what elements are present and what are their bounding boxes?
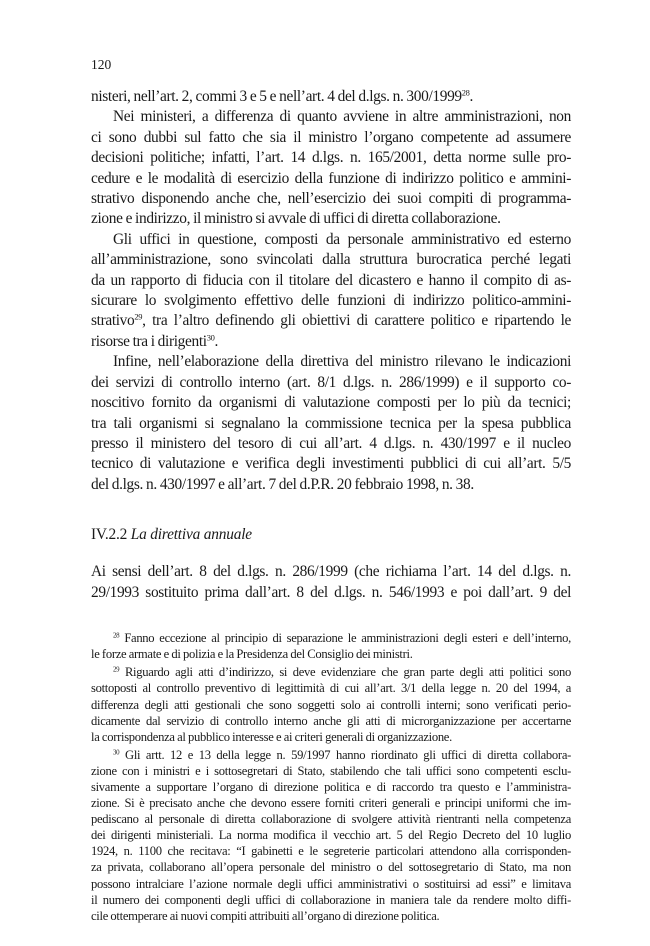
text-line [91,230,571,250]
text-line [91,250,571,270]
text-run: sottoposti al controllo preventivo di legittimità di cui all’art. 3/1 della legge n. 20 del 1994, a [91,681,571,696]
text-line [91,561,571,582]
text-run: zione con i ministri e i sottosegretari di Stato, stabilendo che tali uffici sono competenti esclu- [91,763,571,778]
text-run: noscitivo fornito da organismi di valutazione composti per lo più da tecnici; [91,394,571,412]
text-line [91,189,571,209]
text-run: Gli artt. 12 e 13 della legge n. 59/1997 hanno riordinato gli uffici di diretta collabora- [119,747,571,762]
text-line [91,646,571,662]
text-run: ci sono dubbi sul fatto che sia il ministro l’organo competente ad assumere [91,128,571,146]
text-run: cile ottemperare ai nuovi compiti attribuiti all’organo di direzione politica. [91,908,440,923]
paragraph [91,87,571,107]
text-line [91,128,571,148]
text-line [91,393,571,413]
text-run: Ai sensi dell’art. 8 del d.lgs. n. 286/1999 (che richiama l’art. 14 del d.lgs. n. [91,563,571,581]
footnote [91,664,571,744]
text-run: decisioni politiche; infatti, l’art. 14 d.lgs. n. 165/2001, detta norme sulle pro- [91,149,571,167]
text-line [91,148,571,168]
text-line [91,811,571,827]
text-line [91,311,571,331]
body-text [91,87,571,495]
text-run: pediscano al personale di diretta collaborazione di svolgere attività rientranti nella competenza [91,812,571,827]
text-run: da un rapporto di fiducia con il titolare del dicastero e hanno il compito di as- [91,271,571,289]
text-run: dei dirigenti ministeriali. La norma modifica il vecchio art. 5 del Regio Decreto del 10 luglio [91,828,571,843]
text-line [91,892,571,908]
text-line [91,271,571,291]
footnote-ref[interactable]: 30 [113,749,120,757]
text-run: nisteri, nell’art. 2, commi 3 e 5 e nell’art. 4 del d.lgs. n. 300/1999 [91,88,462,105]
text-run: sicurare lo svolgimento effettivo delle funzioni di indirizzo politico-ammini- [91,292,571,310]
text-run: , tra l’altro definendo gli obiettivi di carattere politico e ripartendo le [142,312,571,330]
text-line [91,908,571,924]
text-line [91,697,571,713]
text-line [91,680,571,696]
text-run: sivamente a supportare l’organo di direzione politica e di raccordo tra questo e l’amministra- [91,779,571,794]
text-run: Fanno eccezione al principio di separazione le amministrazioni degli esteri e dell’interno, [119,631,571,646]
paragraph [91,107,571,229]
text-run: del d.lgs. n. 430/1997 e all’art. 7 del d.P.R. 20 febbraio 1998, n. 38. [91,475,474,493]
footnote-ref[interactable]: 28 [461,87,470,98]
paragraph [91,352,571,495]
text-line [91,664,571,680]
text-run: 1924, n. 1100 che recitava: “I gabinetti e le segreterie particolari attendono alla corrisponden- [91,844,571,859]
footnote-ref[interactable]: 30 [206,332,215,343]
text-line [91,795,571,811]
text-run: strativo disponendo anche che, nell’esercizio dei suoi compiti di programma- [91,190,571,208]
footnote [91,630,571,662]
text-run: zione. Si è precisato anche che devono essere forniti criteri generali e principi uniformi che im- [91,796,571,811]
paragraph [91,230,571,352]
text-run: all’amministrazione, sono svincolati dalla struttura burocratica perché legati [91,251,571,269]
text-line [91,475,571,495]
section-title: La direttiva annuale [130,526,252,544]
text-run: zione e indirizzo, il ministro si avvale di uffici di diretta collaborazione. [91,210,501,228]
text-line [91,713,571,729]
text-run: presso il ministero del tesoro di cui all’art. 4 d.lgs. n. 430/1997 e il nucleo [91,434,571,452]
text-line [91,434,571,454]
footnote-ref[interactable]: 29 [134,311,143,322]
text-run: dei servizi di controllo interno (art. 8/1 d.lgs. n. 286/1999) e il supporto co- [91,373,571,391]
text-line [91,779,571,795]
paragraph [91,561,571,603]
text-run: il numero dei componenti degli uffici di collaborazione in maniera tale da rendere molto diffi- [91,892,571,907]
text-run: la corrispondenza al pubblico interesse e ai criteri generali di organizzazione. [91,729,452,744]
text-line [91,169,571,189]
text-run: tecnico di valutazione e verifica degli investimenti pubblici di cui all’art. 5/5 [91,455,571,473]
text-run: risorse tra i dirigenti [91,332,207,350]
footnote-ref[interactable]: 29 [113,666,120,674]
text-line [91,107,571,127]
text-run: differenza degli atti gestionali che sono soggetti solo ai controlli interni; sono verificati perio- [91,697,571,712]
text-line [91,827,571,843]
text-line [91,843,571,859]
text-run: za privata, collaborano all’opera personale del ministro o del sottosegretario di Stato, ma non [91,860,571,875]
body-text-continued [91,561,571,603]
text-run: 29/1993 sostituito prima dall’art. 8 del d.lgs. n. 546/1993 e poi dall’art. 9 del [91,584,571,602]
text-run: le forze armate e di polizia e la Presidenza del Consiglio dei ministri. [91,647,413,662]
footnote [91,747,571,924]
text-run: Gli uffici in questione, composti da personale amministrativo ed esterno [113,230,571,248]
text-run: Riguardo agli atti d’indirizzo, si deve evidenziare che gran parte degli atti politici sono [119,665,571,680]
text-line [91,859,571,875]
text-run: Nei ministeri, a differenza di quanto avviene in altre amministrazioni, non [113,108,571,126]
footnotes [91,630,571,924]
section-number: IV.2.2 [91,526,128,544]
footnote-ref[interactable]: 28 [113,632,120,640]
text-line [91,209,571,229]
text-line [91,291,571,311]
text-line [91,630,571,646]
text-line [91,747,571,763]
text-line [91,87,571,107]
text-line [91,582,571,603]
text-line [91,729,571,745]
page-number: 120 [91,57,112,72]
text-line [91,332,571,352]
text-run: strativo [91,312,135,330]
text-line [91,763,571,779]
text-run: tra tali organismi si segnalano la commissione tecnica per la spesa pubblica [91,414,571,432]
text-run: dicamente dal servizio di controllo interno anche gli atti di microrganizzazione per accertarne [91,713,571,728]
text-line [91,414,571,434]
text-run: Infine, nell’elaborazione della direttiva del ministro rilevano le indicazioni [113,353,571,371]
text-run: possono intralciare l’azione normale degli uffici amministrativi o sostituirsi ad essi” e limitava [91,876,571,891]
text-run: . [214,332,218,350]
text-line [91,352,571,372]
text-line [91,373,571,393]
text-line [91,454,571,474]
text-line [91,876,571,892]
text-run: . [469,88,474,105]
text-run: cedure e le modalità di esercizio della funzione di indirizzo politico e ammini- [91,169,571,187]
section-heading [91,525,571,545]
